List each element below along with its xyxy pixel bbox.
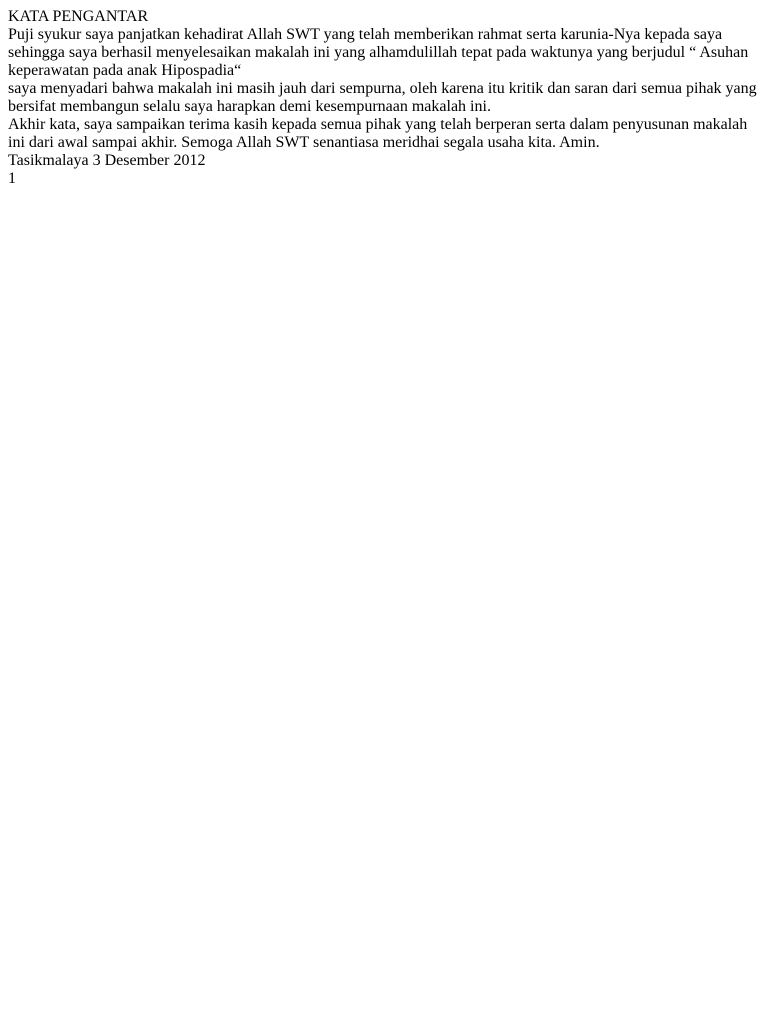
text-segment: demi kesempurnaan <box>279 98 408 115</box>
paragraph-line: pada anak Hipospadia“ <box>92 62 242 79</box>
document-title: KATA PENGANTAR <box>8 8 149 25</box>
document-page <box>8 8 760 188</box>
paragraph-line <box>279 98 491 115</box>
paragraph-line: kritik dan saran dari semua pihak yang bersifat membangun selalu saya harapkan <box>8 80 757 115</box>
page-number: 1 <box>8 170 16 187</box>
underlined-text-segment: makalah ini. <box>407 98 491 115</box>
paragraph-line: saya menyadari bahwa makalah ini masih jauh dari sempurna, oleh karena itu <box>8 80 505 97</box>
paragraph-line: Puji syukur saya panjatkan kehadirat Allah SWT yang telah memberikan rahmat <box>8 26 523 43</box>
paragraph-line: serta karunia-Nya kepada saya sehingga saya berhasil menyelesaikan makalah ini <box>8 26 723 61</box>
paragraph-intro <box>8 26 760 80</box>
paragraph-line: yang alhamdulillah tepat pada waktunya yang berjudul “ Asuhan keperawatan <box>8 44 749 79</box>
paragraph-line: serta dalam penyusunan makalah ini dari awal sampai akhir. Semoga Allah SWT <box>8 116 748 151</box>
paragraph-acknowledgement <box>8 80 760 116</box>
paragraph-line: Akhir kata, saya sampaikan terima kasih kepada semua pihak yang telah berperan <box>8 116 532 133</box>
place-and-date: Tasikmalaya 3 Desember 2012 <box>8 152 206 169</box>
paragraph-line: senantiasa meridhai segala usaha kita. Amin. <box>312 134 600 151</box>
paragraph-closing <box>8 116 760 152</box>
